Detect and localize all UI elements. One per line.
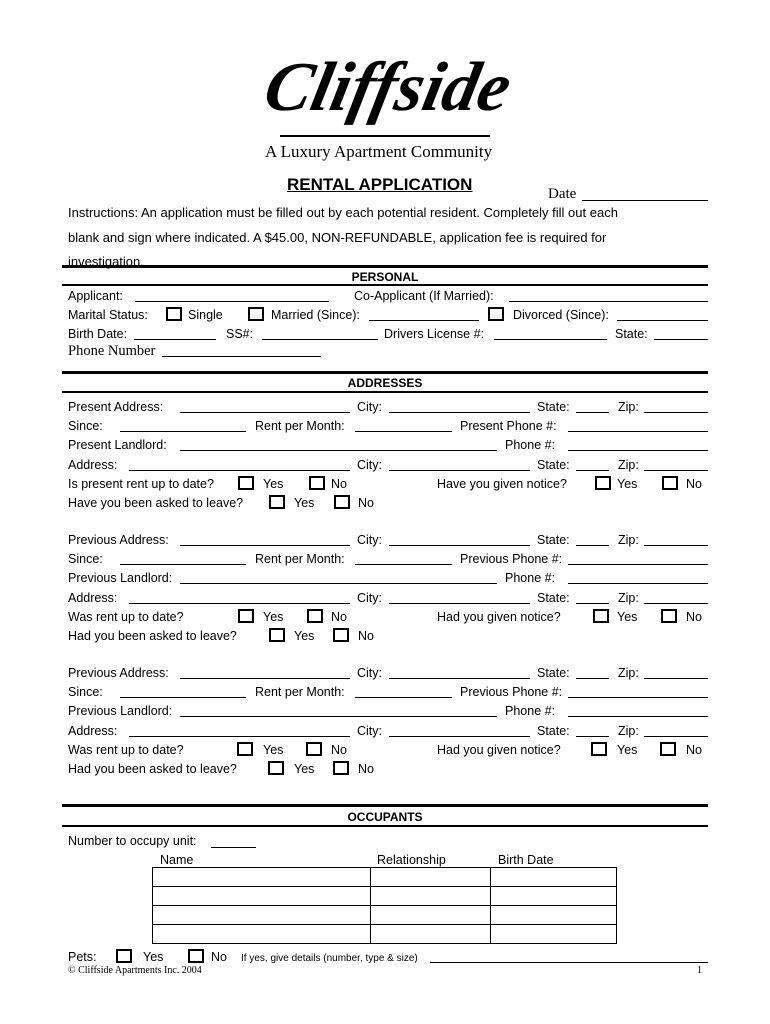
previous-phone-label: Previous Phone #: <box>460 685 563 699</box>
married-checkbox[interactable] <box>248 307 264 321</box>
previous-address-label: Previous Address: <box>68 533 169 547</box>
landlord-address-field[interactable] <box>129 470 350 471</box>
date-field[interactable] <box>582 200 708 201</box>
rent-per-month-label: Rent per Month: <box>255 419 345 433</box>
have-given-notice-label: Have you given notice? <box>437 477 567 491</box>
yes-label: Yes <box>263 743 284 757</box>
yes-label: Yes <box>294 629 315 643</box>
table-row <box>153 868 617 887</box>
birth-date-label: Birth Date: <box>68 327 128 341</box>
present-address-label: Present Address: <box>68 400 164 414</box>
previous-since-field[interactable] <box>120 697 246 698</box>
city-label: City: <box>357 533 382 547</box>
city-label: City: <box>357 400 382 414</box>
pets-label: Pets: <box>68 950 97 964</box>
previous-state-field[interactable] <box>576 545 609 546</box>
svg-text:Cliffside: Cliffside <box>257 48 518 126</box>
previous-landlord-field[interactable] <box>180 716 497 717</box>
address-label: Address: <box>68 591 118 605</box>
no-label: No <box>331 477 347 491</box>
section-rule <box>62 391 708 393</box>
occupant-relationship-cell[interactable] <box>371 925 491 944</box>
previous-landlord-label: Previous Landlord: <box>68 704 173 718</box>
zip-label: Zip: <box>618 458 639 472</box>
occupant-relationship-cell[interactable] <box>371 868 491 887</box>
pets-no-checkbox[interactable] <box>188 949 204 963</box>
landlord-city-field[interactable] <box>389 470 530 471</box>
rent-yes-checkbox[interactable] <box>238 609 254 623</box>
column-name: Name <box>160 853 194 867</box>
previous-phone-label: Previous Phone #: <box>460 552 563 566</box>
leave-no-checkbox[interactable] <box>334 495 350 509</box>
zip-label: Zip: <box>618 400 639 414</box>
rent-no-checkbox[interactable] <box>309 476 325 490</box>
pets-no-label: No <box>211 950 227 964</box>
cliffside-logo-art <box>257 40 518 140</box>
previous-address-label: Previous Address: <box>68 666 169 680</box>
previous-landlord-phone-field[interactable] <box>568 583 708 584</box>
no-label: No <box>358 496 374 510</box>
since-label: Since: <box>68 685 103 699</box>
address-label: Address: <box>68 458 118 472</box>
co-applicant-label: Co-Applicant (If Married): <box>354 289 494 303</box>
leave-yes-checkbox[interactable] <box>269 628 285 642</box>
occupant-name-cell[interactable] <box>153 887 371 906</box>
previous-landlord-address-field[interactable] <box>129 736 350 737</box>
city-label: City: <box>357 591 382 605</box>
number-to-occupy-field[interactable] <box>211 847 256 848</box>
notice-no-checkbox[interactable] <box>662 476 678 490</box>
pets-yes-label: Yes <box>143 950 164 964</box>
applicant-label: Applicant: <box>68 289 123 303</box>
pets-details-label: If yes, give details (number, type & size) <box>241 953 418 964</box>
notice-yes-checkbox[interactable] <box>593 609 609 623</box>
notice-no-checkbox[interactable] <box>661 609 677 623</box>
notice-yes-checkbox[interactable] <box>591 742 607 756</box>
no-label: No <box>331 610 347 624</box>
leave-no-checkbox[interactable] <box>333 761 349 775</box>
landlord-state-field[interactable] <box>576 470 609 471</box>
state-label: State: <box>615 327 648 341</box>
city-label: City: <box>357 724 382 738</box>
number-to-occupy-label: Number to occupy unit: <box>68 834 197 848</box>
previous-landlord-city-field[interactable] <box>389 603 530 604</box>
present-state-field[interactable] <box>576 412 609 413</box>
state-label: State: <box>537 591 570 605</box>
previous-address-field[interactable] <box>180 678 350 679</box>
previous-rent-field[interactable] <box>355 697 452 698</box>
date-label: Date <box>548 186 577 202</box>
no-label: No <box>358 629 374 643</box>
column-relationship: Relationship <box>377 853 446 867</box>
address-label: Address: <box>68 724 118 738</box>
present-address-field[interactable] <box>180 412 350 413</box>
section-heading-occupants: OCCUPANTS <box>347 810 423 824</box>
yes-label: Yes <box>294 496 315 510</box>
yes-label: Yes <box>617 477 638 491</box>
pets-yes-checkbox[interactable] <box>116 949 132 963</box>
married-since-field[interactable] <box>369 320 479 321</box>
was-rent-label: Was rent up to date? <box>68 743 184 757</box>
occupant-birth-date-cell[interactable] <box>491 925 617 944</box>
zip-label: Zip: <box>618 591 639 605</box>
single-checkbox[interactable] <box>166 307 182 321</box>
pets-details-field[interactable] <box>430 962 708 963</box>
state-label: State: <box>537 533 570 547</box>
divorced-label: Divorced (Since): <box>513 308 609 322</box>
landlord-zip-field[interactable] <box>644 470 708 471</box>
occupant-birth-date-cell[interactable] <box>491 887 617 906</box>
section-heading-personal: PERSONAL <box>351 270 419 284</box>
instructions-line-1: Instructions: An application must be filled out by each potential resident. Completely fill out each <box>68 205 618 220</box>
cliffside-logo <box>257 40 518 140</box>
previous-landlord-address-field[interactable] <box>129 603 350 604</box>
city-label: City: <box>357 666 382 680</box>
yes-label: Yes <box>263 477 284 491</box>
rent-per-month-label: Rent per Month: <box>255 552 345 566</box>
no-label: No <box>358 762 374 776</box>
table-row <box>153 925 617 944</box>
notice-no-checkbox[interactable] <box>660 742 676 756</box>
previous-landlord-label: Previous Landlord: <box>68 571 173 585</box>
table-row <box>153 906 617 925</box>
section-rule <box>62 265 708 268</box>
previous-phone-field[interactable] <box>568 697 708 698</box>
phone-number-label: Phone Number <box>68 343 156 359</box>
birth-date-field[interactable] <box>134 339 216 340</box>
section-rule <box>62 284 708 286</box>
no-label: No <box>686 743 702 757</box>
previous-zip-field[interactable] <box>644 545 708 546</box>
occupant-name-cell[interactable] <box>153 925 371 944</box>
table-row <box>153 887 617 906</box>
present-phone-label: Present Phone #: <box>460 419 557 433</box>
present-zip-field[interactable] <box>644 412 708 413</box>
zip-label: Zip: <box>618 666 639 680</box>
ss-label: SS#: <box>226 327 254 341</box>
occupants-table <box>152 867 617 944</box>
previous-landlord-zip-field[interactable] <box>644 603 708 604</box>
since-label: Since: <box>68 419 103 433</box>
occupant-relationship-cell[interactable] <box>371 887 491 906</box>
phone-number-field[interactable] <box>162 356 321 357</box>
previous-state-field[interactable] <box>576 678 609 679</box>
occupant-birth-date-cell[interactable] <box>491 868 617 887</box>
phone-label: Phone #: <box>505 704 556 718</box>
present-phone-field[interactable] <box>568 431 708 432</box>
notice-yes-checkbox[interactable] <box>595 476 611 490</box>
city-label: City: <box>357 458 382 472</box>
section-rule <box>62 825 708 827</box>
instructions-line-3: investigation. <box>68 254 144 269</box>
zip-label: Zip: <box>618 533 639 547</box>
since-label: Since: <box>68 552 103 566</box>
applicant-field[interactable] <box>135 301 329 302</box>
yes-label: Yes <box>617 743 638 757</box>
occupant-relationship-cell[interactable] <box>371 906 491 925</box>
previous-city-field[interactable] <box>389 678 530 679</box>
previous-landlord-zip-field[interactable] <box>644 736 708 737</box>
yes-label: Yes <box>617 610 638 624</box>
single-label: Single <box>188 308 223 322</box>
present-city-field[interactable] <box>389 412 530 413</box>
section-rule <box>62 371 708 374</box>
previous-landlord-phone-field[interactable] <box>568 716 708 717</box>
divorced-checkbox[interactable] <box>488 307 504 321</box>
previous-landlord-field[interactable] <box>180 583 497 584</box>
divorced-since-field[interactable] <box>617 320 708 321</box>
occupant-birth-date-cell[interactable] <box>491 906 617 925</box>
previous-rent-field[interactable] <box>355 564 452 565</box>
page-title: RENTAL APPLICATION <box>287 175 473 194</box>
is-present-rent-label: Is present rent up to date? <box>68 477 214 491</box>
page-number: 1 <box>697 965 702 976</box>
previous-phone-field[interactable] <box>568 564 708 565</box>
leave-no-checkbox[interactable] <box>333 628 349 642</box>
occupant-name-cell[interactable] <box>153 906 371 925</box>
drivers-license-label: Drivers License #: <box>384 327 485 341</box>
section-heading-addresses: ADDRESSES <box>347 376 423 390</box>
previous-landlord-city-field[interactable] <box>389 736 530 737</box>
state-label: State: <box>537 458 570 472</box>
column-birth-date: Birth Date <box>498 853 554 867</box>
marital-status-label: Marital Status: <box>68 308 148 322</box>
state-field[interactable] <box>654 339 708 340</box>
yes-label: Yes <box>294 762 315 776</box>
co-applicant-field[interactable] <box>509 301 708 302</box>
previous-city-field[interactable] <box>389 545 530 546</box>
copyright: © Cliffside Apartments Inc. 2004 <box>68 965 202 976</box>
had-given-notice-label: Had you given notice? <box>437 610 561 624</box>
had-asked-leave-label: Had you been asked to leave? <box>68 762 237 776</box>
previous-landlord-state-field[interactable] <box>576 603 609 604</box>
present-landlord-label: Present Landlord: <box>68 438 167 452</box>
present-landlord-field[interactable] <box>180 450 497 451</box>
drivers-license-field[interactable] <box>494 339 607 340</box>
state-label: State: <box>537 400 570 414</box>
no-label: No <box>686 610 702 624</box>
no-label: No <box>331 743 347 757</box>
state-label: State: <box>537 724 570 738</box>
instructions-line-2: blank and sign where indicated. A $45.00, NON-REFUNDABLE, application fee is required for <box>68 230 607 245</box>
zip-label: Zip: <box>618 724 639 738</box>
state-label: State: <box>537 666 570 680</box>
ss-field[interactable] <box>262 339 378 340</box>
had-given-notice-label: Had you given notice? <box>437 743 561 757</box>
phone-label: Phone #: <box>505 571 556 585</box>
rent-no-checkbox[interactable] <box>307 609 323 623</box>
previous-landlord-state-field[interactable] <box>576 736 609 737</box>
rent-yes-checkbox[interactable] <box>237 742 253 756</box>
have-asked-leave-label: Have you been asked to leave? <box>68 496 244 510</box>
previous-zip-field[interactable] <box>644 678 708 679</box>
phone-label: Phone #: <box>505 438 556 452</box>
was-rent-label: Was rent up to date? <box>68 610 184 624</box>
no-label: No <box>686 477 702 491</box>
leave-yes-checkbox[interactable] <box>268 761 284 775</box>
present-since-field[interactable] <box>120 431 246 432</box>
occupant-name-cell[interactable] <box>153 868 371 887</box>
present-landlord-phone-field[interactable] <box>568 450 708 451</box>
previous-address-field[interactable] <box>180 545 350 546</box>
married-label: Married (Since): <box>271 308 360 322</box>
rent-per-month-label: Rent per Month: <box>255 685 345 699</box>
yes-label: Yes <box>263 610 284 624</box>
section-rule <box>62 804 708 807</box>
had-asked-leave-label: Had you been asked to leave? <box>68 629 237 643</box>
rent-no-checkbox[interactable] <box>306 742 322 756</box>
previous-since-field[interactable] <box>120 564 246 565</box>
leave-yes-checkbox[interactable] <box>269 495 285 509</box>
tagline: A Luxury Apartment Community <box>265 142 493 161</box>
present-rent-field[interactable] <box>355 431 452 432</box>
rent-yes-checkbox[interactable] <box>238 476 254 490</box>
